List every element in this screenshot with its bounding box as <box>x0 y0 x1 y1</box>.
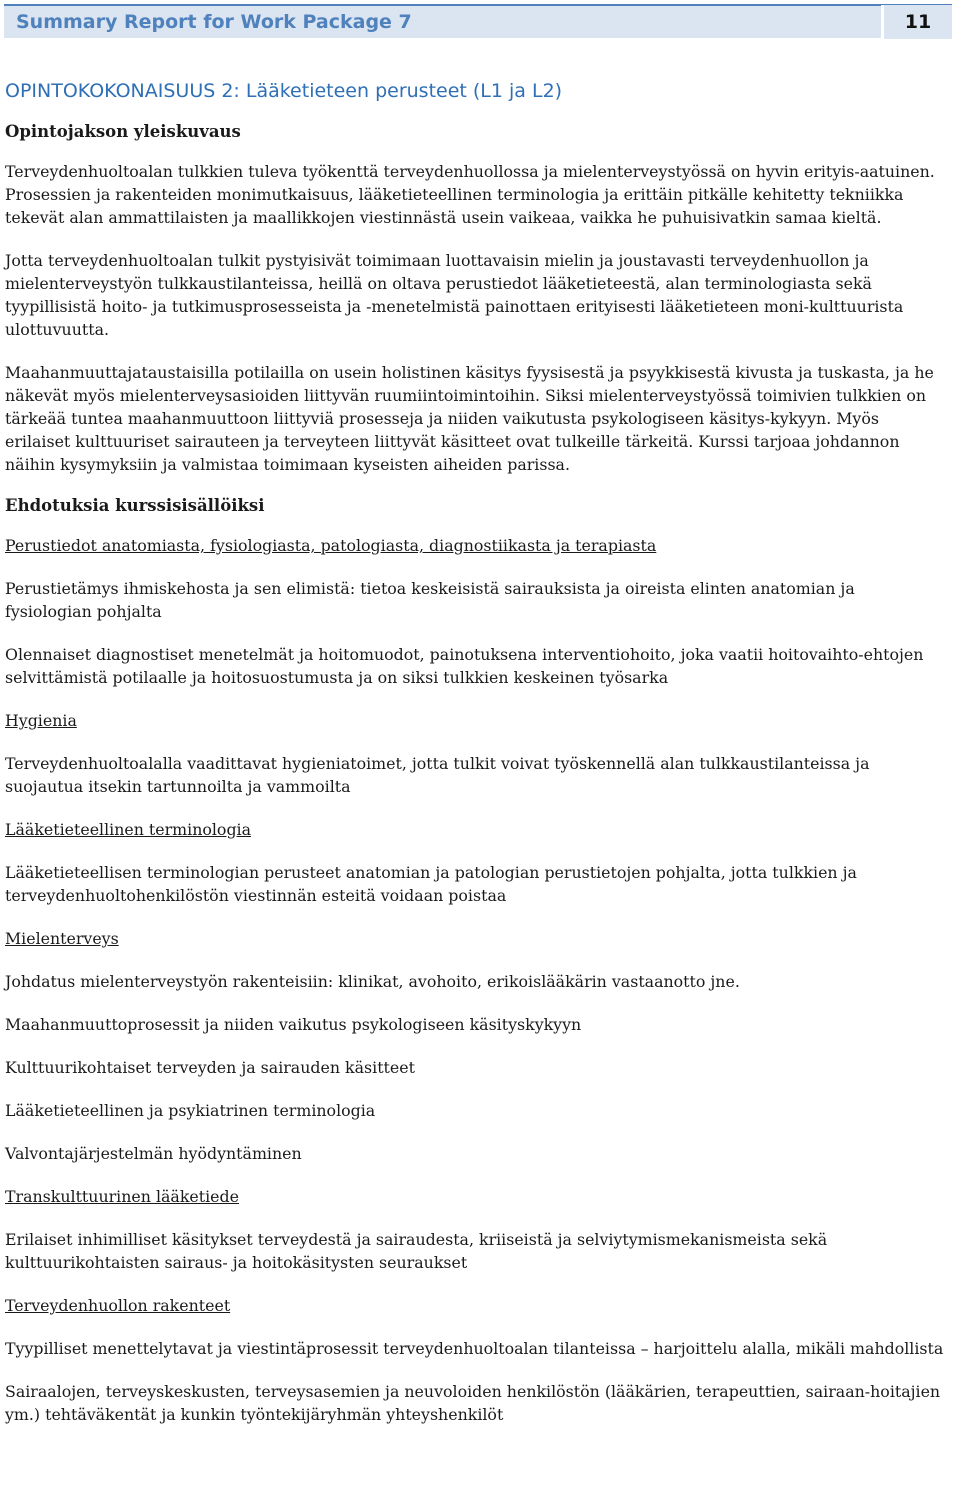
section-title-healthcare-structures: Terveydenhuollon rakenteet <box>5 1296 231 1315</box>
hygiene-paragraph: Terveydenhuoltoalalla vaadittavat hygieniatoimet, jotta tulkit voivat työskennellä alan tulkkaustilanteissa ja suojautua itsekin tartunnoilta ja vammoilta <box>5 754 870 796</box>
report-title: Summary Report for Work Package 7 <box>16 11 412 33</box>
terminology-paragraph: Lääketieteellisen terminologian perusteet anatomian ja patologian perustietojen pohjalta, jotta tulkkien ja terveydenhuoltohenkilöstön viestinnän esteitä voidaan poistaa <box>5 863 857 905</box>
basics-paragraph-1: Perustietämys ihmiskehosta ja sen elimistä: tietoa keskeisistä sairauksista ja oireista elinten anatomian ja fysiologian pohjalta <box>5 579 855 621</box>
mental-health-paragraph-4: Lääketieteellinen ja psykiatrinen terminologia <box>5 1101 376 1120</box>
structures-paragraph-1: Tyypilliset menettelytavat ja viestintäprosessit terveydenhuoltoalan tilanteissa – harjoittelu alalla, mikäli mahdollista <box>5 1339 944 1358</box>
mental-health-paragraph-5: Valvontajärjestelmän hyödyntäminen <box>5 1144 302 1163</box>
mental-health-paragraph-2: Maahanmuuttoprosessit ja niiden vaikutus psykologiseen käsityskykyyn <box>5 1015 582 1034</box>
mental-health-paragraph-3: Kulttuurikohtaiset terveyden ja sairauden käsitteet <box>5 1058 415 1077</box>
section-title-hygiene: Hygienia <box>5 711 77 730</box>
page-number: 11 <box>881 5 952 39</box>
page-header <box>4 4 952 38</box>
mental-health-paragraph-1: Johdatus mielenterveystyön rakenteisiin: klinikat, avohoito, erikoislääkärin vastaanotto jne. <box>5 972 740 991</box>
section-title-mental-health: Mielenterveys <box>5 929 119 948</box>
overview-paragraph-3: Maahanmuuttajataustaisilla potilailla on usein holistinen käsitys fyysisestä ja psyykkisestä kivusta ja tuskasta, ja he näkevät myös mielenterveysasioiden liittyvän ruumiintoimintoihin. Siksi mielenterveystyössä toimivien tulkkien on tärkeää tuntea maahanmuuttoon liittyviä prosesseja ja niiden vaikutusta psykologiseen käsitys-kykyyn. Myös erilaiset kulttuuriset sairauteen ja terveyteen liittyvät käsitteet ovat tulkeille tärkeitä. Kurssi tarjoaa johdannon näihin kysymyksiin ja valmistaa toimimaan kyseisten aiheiden parissa. <box>5 363 934 474</box>
overview-paragraph-1: Terveydenhuoltoalan tulkkien tuleva työkenttä terveydenhuollossa ja mielenterveystyössä on hyvin erityis-aatuinen. Prosessien ja rakenteiden monimutkaisuus, lääketieteellinen terminologia ja erittäin pitkälle kehitetty tekniikka tekevät alan ammattilaisten ja maallikkojen viestinnästä usein vaikeaa, vaikka he puhuisivatkin samaa kieltä. <box>5 162 935 227</box>
transcultural-paragraph: Erilaiset inhimilliset käsitykset terveydestä ja sairaudesta, kriiseistä ja selviytymismekanismeista sekä kulttuurikohtaisten sairaus- ja hoitokäsitysten seuraukset <box>5 1230 828 1272</box>
section-title-basics: Perustiedot anatomiasta, fysiologiasta, patologiasta, diagnostiikasta ja terapiasta <box>5 536 657 555</box>
suggestions-heading: Ehdotuksia kurssisisällöiksi <box>5 496 265 515</box>
structures-paragraph-2: Sairaalojen, terveyskeskusten, terveysasemien ja neuvoloiden henkilöstön (lääkärien, terapeuttien, sairaan-hoitajien ym.) tehtäväkentät ja kunkin työntekijäryhmän yhteyshenkilöt <box>5 1382 941 1424</box>
section-title-transcultural: Transkulttuurinen lääketiede <box>5 1187 239 1206</box>
document-body <box>5 80 945 1446</box>
overview-paragraph-2: Jotta terveydenhuoltoalan tulkit pystyisivät toimimaan luottavaisin mielin ja joustavasti terveydenhuollon ja mielenterveystyön tulkkaustilanteissa, heillä on oltava perustiedot lääketieteestä, alan terminologiasta sekä tyypillisistä hoito- ja tutkimusprosesseista ja -menetelmistä painottaen erityisesti lääketieteen moni-kulttuurista ulottuvuutta. <box>5 251 904 339</box>
section-title-terminology: Lääketieteellinen terminologia <box>5 820 252 839</box>
overview-heading: Opintojakson yleiskuvaus <box>5 122 241 141</box>
module-heading: OPINTOKOKONAISUUS 2: Lääketieteen perusteet (L1 ja L2) <box>5 80 563 102</box>
basics-paragraph-2: Olennaiset diagnostiset menetelmät ja hoitomuodot, painotuksena interventiohoito, joka vaatii hoitovaihto-ehtojen selvittämistä potilaalle ja hoitosuostumusta ja on siksi tulkkien keskeinen työsarka <box>5 645 924 687</box>
